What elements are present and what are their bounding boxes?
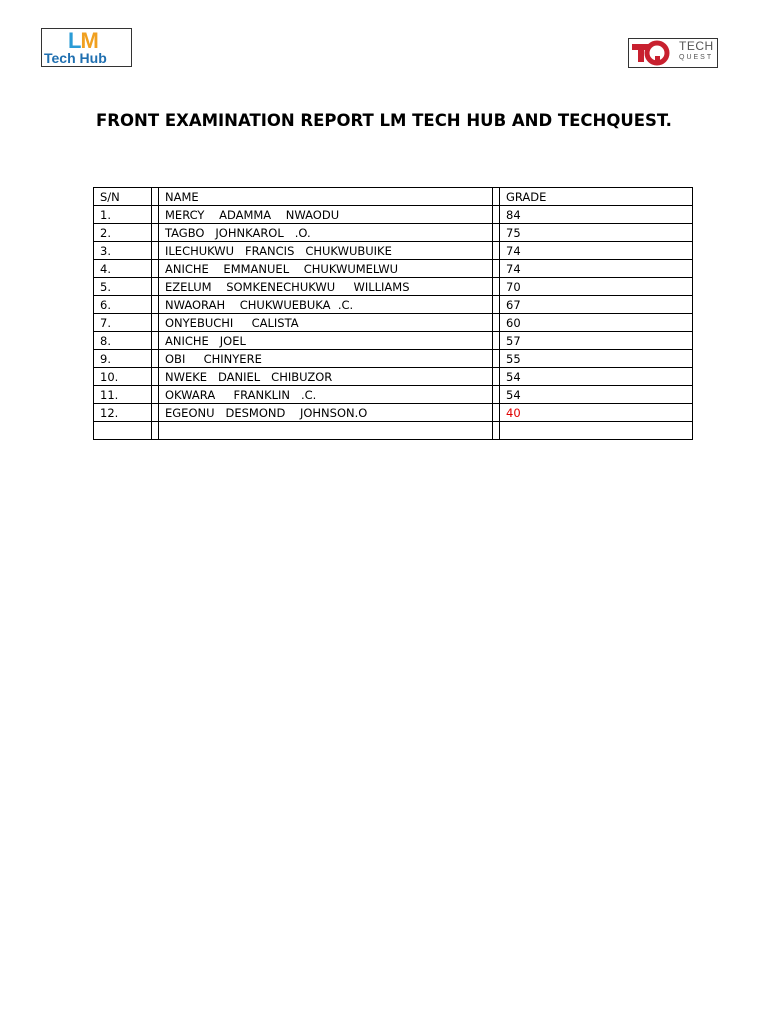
cell-grade: 67: [500, 296, 693, 314]
table-row: [94, 260, 693, 278]
table-row: [94, 314, 693, 332]
column-divider: [493, 224, 500, 242]
techquest-logo-quest: QUEST: [679, 54, 714, 61]
cell-grade: 60: [500, 314, 693, 332]
page-title: FRONT EXAMINATION REPORT LM TECH HUB AND TECHQUEST.: [96, 111, 672, 130]
table-row: [94, 224, 693, 242]
cell-grade: 55: [500, 350, 693, 368]
cell-grade: 74: [500, 242, 693, 260]
table-row: [94, 332, 693, 350]
lm-logo-letters: LM: [68, 28, 98, 53]
cell-grade: 57: [500, 332, 693, 350]
column-divider: [152, 422, 159, 440]
column-divider: [152, 350, 159, 368]
lm-logo-text: Tech Hub: [44, 50, 107, 66]
table-row: [94, 368, 693, 386]
column-divider: [152, 404, 159, 422]
cell-sn: 2.: [94, 224, 152, 242]
column-divider: [493, 422, 500, 440]
lm-tech-hub-logo: [41, 28, 132, 67]
cell-name: ANICHE JOEL: [159, 332, 493, 350]
column-divider: [493, 314, 500, 332]
cell-grade: 54: [500, 368, 693, 386]
column-divider: [493, 404, 500, 422]
table-row: [94, 350, 693, 368]
column-divider: [493, 332, 500, 350]
cell-grade: 70: [500, 278, 693, 296]
table-row: [94, 404, 693, 422]
cell-name: ILECHUKWU FRANCIS CHUKWUBUIKE: [159, 242, 493, 260]
table-row: [94, 386, 693, 404]
table-header-row: [94, 188, 693, 206]
cell-name: EGEONU DESMOND JOHNSON.O: [159, 404, 493, 422]
techquest-logo-tech: TECH: [679, 39, 714, 53]
column-divider: [152, 260, 159, 278]
cell-name: OKWARA FRANKLIN .C.: [159, 386, 493, 404]
column-divider: [493, 188, 500, 206]
column-divider: [493, 368, 500, 386]
column-divider: [493, 296, 500, 314]
column-divider: [152, 332, 159, 350]
column-divider: [493, 260, 500, 278]
cell-sn: 6.: [94, 296, 152, 314]
cell-sn: 12.: [94, 404, 152, 422]
column-divider: [152, 242, 159, 260]
cell-sn: 3.: [94, 242, 152, 260]
cell-sn: 5.: [94, 278, 152, 296]
cell-name: OBI CHINYERE: [159, 350, 493, 368]
cell-sn: 1.: [94, 206, 152, 224]
cell-grade: 75: [500, 224, 693, 242]
cell-sn: 11.: [94, 386, 152, 404]
techquest-mark-icon: [630, 40, 676, 66]
cell-name: NWEKE DANIEL CHIBUZOR: [159, 368, 493, 386]
table-row: [94, 296, 693, 314]
table-row: [94, 278, 693, 296]
cell-sn: 7.: [94, 314, 152, 332]
column-divider: [152, 224, 159, 242]
cell-sn: 4.: [94, 260, 152, 278]
results-table-body: [94, 188, 693, 440]
cell-grade: 40: [500, 404, 693, 422]
techquest-logo: [628, 38, 718, 68]
header-sn: S/N: [94, 188, 152, 206]
cell-sn: [94, 422, 152, 440]
cell-grade: [500, 422, 693, 440]
column-divider: [152, 188, 159, 206]
cell-sn: 10.: [94, 368, 152, 386]
column-divider: [152, 206, 159, 224]
cell-name: ANICHE EMMANUEL CHUKWUMELWU: [159, 260, 493, 278]
cell-name: [159, 422, 493, 440]
cell-sn: 8.: [94, 332, 152, 350]
table-row: [94, 242, 693, 260]
column-divider: [152, 278, 159, 296]
cell-grade: 84: [500, 206, 693, 224]
cell-grade: 74: [500, 260, 693, 278]
header-grade: GRADE: [500, 188, 693, 206]
table-row: [94, 422, 693, 440]
cell-name: MERCY ADAMMA NWAODU: [159, 206, 493, 224]
column-divider: [493, 242, 500, 260]
cell-name: EZELUM SOMKENECHUKWU WILLIAMS: [159, 278, 493, 296]
table-row: [94, 206, 693, 224]
cell-name: ONYEBUCHI CALISTA: [159, 314, 493, 332]
column-divider: [493, 206, 500, 224]
column-divider: [152, 368, 159, 386]
cell-sn: 9.: [94, 350, 152, 368]
cell-name: TAGBO JOHNKAROL .O.: [159, 224, 493, 242]
cell-grade: 54: [500, 386, 693, 404]
results-table: [93, 187, 693, 440]
header-name: NAME: [159, 188, 493, 206]
column-divider: [493, 350, 500, 368]
column-divider: [152, 386, 159, 404]
column-divider: [493, 386, 500, 404]
cell-name: NWAORAH CHUKWUEBUKA .C.: [159, 296, 493, 314]
column-divider: [493, 278, 500, 296]
column-divider: [152, 314, 159, 332]
column-divider: [152, 296, 159, 314]
